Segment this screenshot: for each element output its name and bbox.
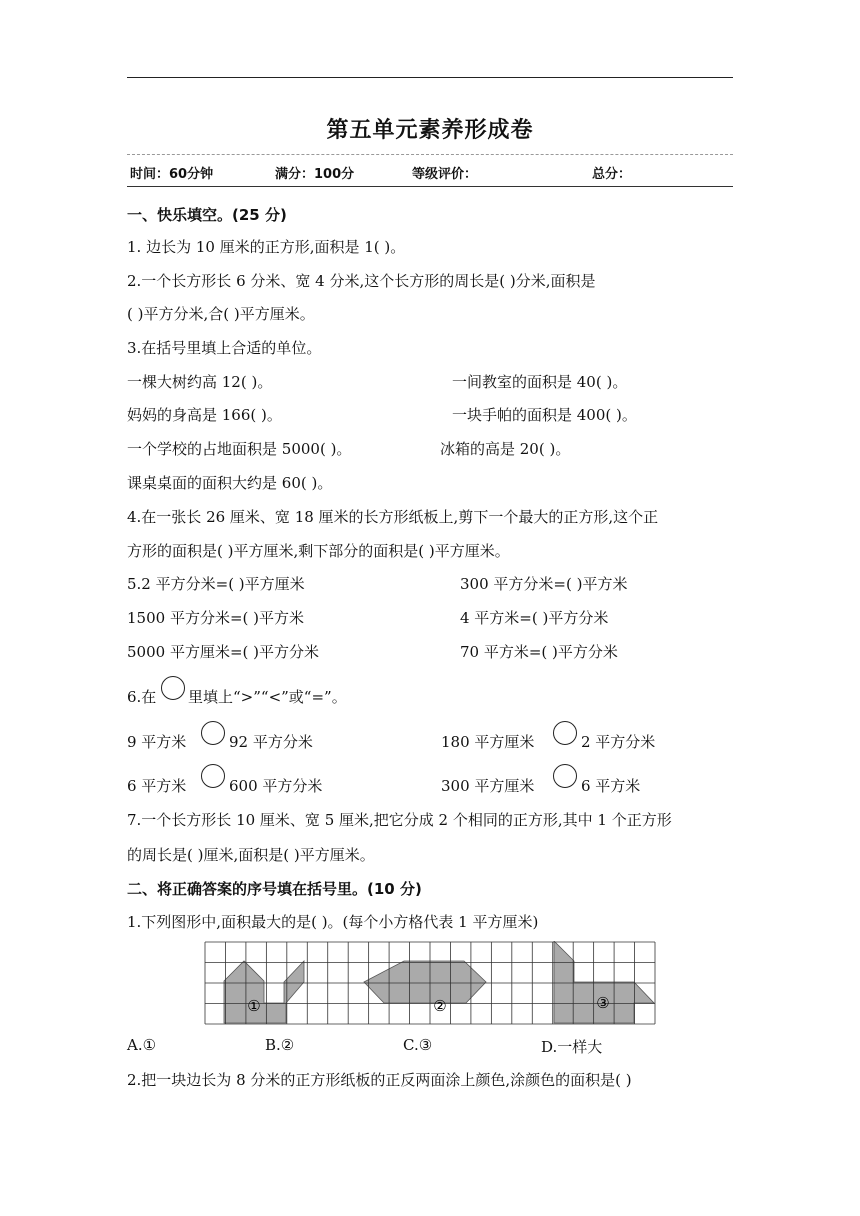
option-b[interactable]: B.②: [265, 1036, 295, 1054]
meta-rule: [127, 186, 733, 187]
compare-circle-a[interactable]: [201, 721, 225, 745]
shape-label-3: ③: [596, 994, 610, 1012]
question-1-3-item-d: 一块手帕的面积是 400( )。: [452, 406, 637, 424]
shape-1: [224, 961, 304, 1023]
meta-time: 时间：60分钟: [130, 167, 214, 182]
question-1-6-a-left: 9 平方米: [127, 733, 187, 751]
option-a[interactable]: A.①: [127, 1036, 157, 1054]
question-1-3-item-f: 冰箱的高是 20( )。: [440, 440, 571, 458]
shape-2: [364, 961, 486, 1003]
question-1-5-f: 70 平方米=( )平方分米: [460, 643, 618, 661]
shapes-grid-figure: [204, 941, 656, 1029]
question-1-6-c-left: 6 平方米: [127, 777, 187, 795]
question-2-2: 2.把一块边长为 8 分米的正方形纸板的正反两面涂上颜色,涂颜色的面积是( ): [127, 1071, 632, 1089]
dashed-divider: [127, 154, 733, 155]
compare-circle-example: [161, 676, 185, 700]
question-1-6-d-right: 6 平方米: [581, 777, 641, 795]
question-1-1: 1. 边长为 10 厘米的正方形,面积是 1( )。: [127, 238, 406, 256]
question-1-6-a-right: 92 平方分米: [229, 733, 313, 751]
question-1-5-d: 4 平方米=( )平方分米: [460, 609, 609, 627]
question-1-6-post: 里填上“>”“<”或“=”。: [188, 688, 347, 706]
section2-heading: 二、将正确答案的序号填在括号里。(10 分): [127, 880, 422, 898]
question-1-7-line2: 的周长是( )厘米,面积是( )平方厘米。: [127, 846, 375, 864]
question-1-5-e: 5000 平方厘米=( )平方分米: [127, 643, 319, 661]
meta-grade: 等级评价：: [412, 167, 478, 182]
option-c[interactable]: C.③: [403, 1036, 433, 1054]
shape-label-1: ①: [247, 997, 261, 1015]
question-1-7-line1: 7.一个长方形长 10 厘米、宽 5 厘米,把它分成 2 个相同的正方形,其中 1 个正方形: [127, 811, 672, 829]
compare-circle-b[interactable]: [553, 721, 577, 745]
question-1-3-intro: 3.在括号里填上合适的单位。: [127, 339, 322, 357]
question-1-3-item-g: 课桌桌面的面积大约是 60( )。: [127, 474, 333, 492]
question-1-5-b: 300 平方分米=( )平方米: [460, 575, 628, 593]
top-rule: [127, 77, 733, 78]
question-1-3-item-b: 一间教室的面积是 40( )。: [452, 373, 628, 391]
question-1-3-item-c: 妈妈的身高是 166( )。: [127, 406, 282, 424]
question-1-6-c-right: 600 平方分米: [229, 777, 323, 795]
question-1-2-line1: 2.一个长方形长 6 分米、宽 4 分米,这个长方形的周长是( )分米,面积是: [127, 272, 596, 290]
compare-circle-d[interactable]: [553, 764, 577, 788]
question-1-6-pre: 6.在: [127, 688, 157, 706]
meta-total: 总分：: [592, 167, 632, 182]
question-2-1: 1.下列图形中,面积最大的是( )。(每个小方格代表 1 平方厘米): [127, 913, 539, 931]
question-1-6-b-right: 2 平方分米: [581, 733, 656, 751]
question-1-6-d-left: 300 平方厘米: [441, 777, 535, 795]
question-1-5-c: 1500 平方分米=( )平方米: [127, 609, 304, 627]
question-1-3-item-e: 一个学校的占地面积是 5000( )。: [127, 440, 352, 458]
compare-circle-c[interactable]: [201, 764, 225, 788]
question-1-4-line1: 4.在一张长 26 厘米、宽 18 厘米的长方形纸板上,剪下一个最大的正方形,这个正: [127, 508, 659, 526]
section1-heading: 一、快乐填空。(25 分): [127, 206, 287, 224]
page-title: 第五单元素养形成卷: [326, 118, 534, 143]
question-1-3-item-a: 一棵大树约高 12( )。: [127, 373, 273, 391]
question-1-4-line2: 方形的面积是( )平方厘米,剩下部分的面积是( )平方厘米。: [127, 542, 510, 560]
option-d[interactable]: D.一样大: [541, 1038, 603, 1056]
question-1-6-b-left: 180 平方厘米: [441, 733, 535, 751]
question-1-5-a: 5.2 平方分米=( )平方厘米: [127, 575, 305, 593]
shape-label-2: ②: [433, 997, 447, 1015]
meta-full-score: 满分：100分: [275, 167, 355, 182]
question-1-2-line2: ( )平方分米,合( )平方厘米。: [127, 305, 315, 323]
